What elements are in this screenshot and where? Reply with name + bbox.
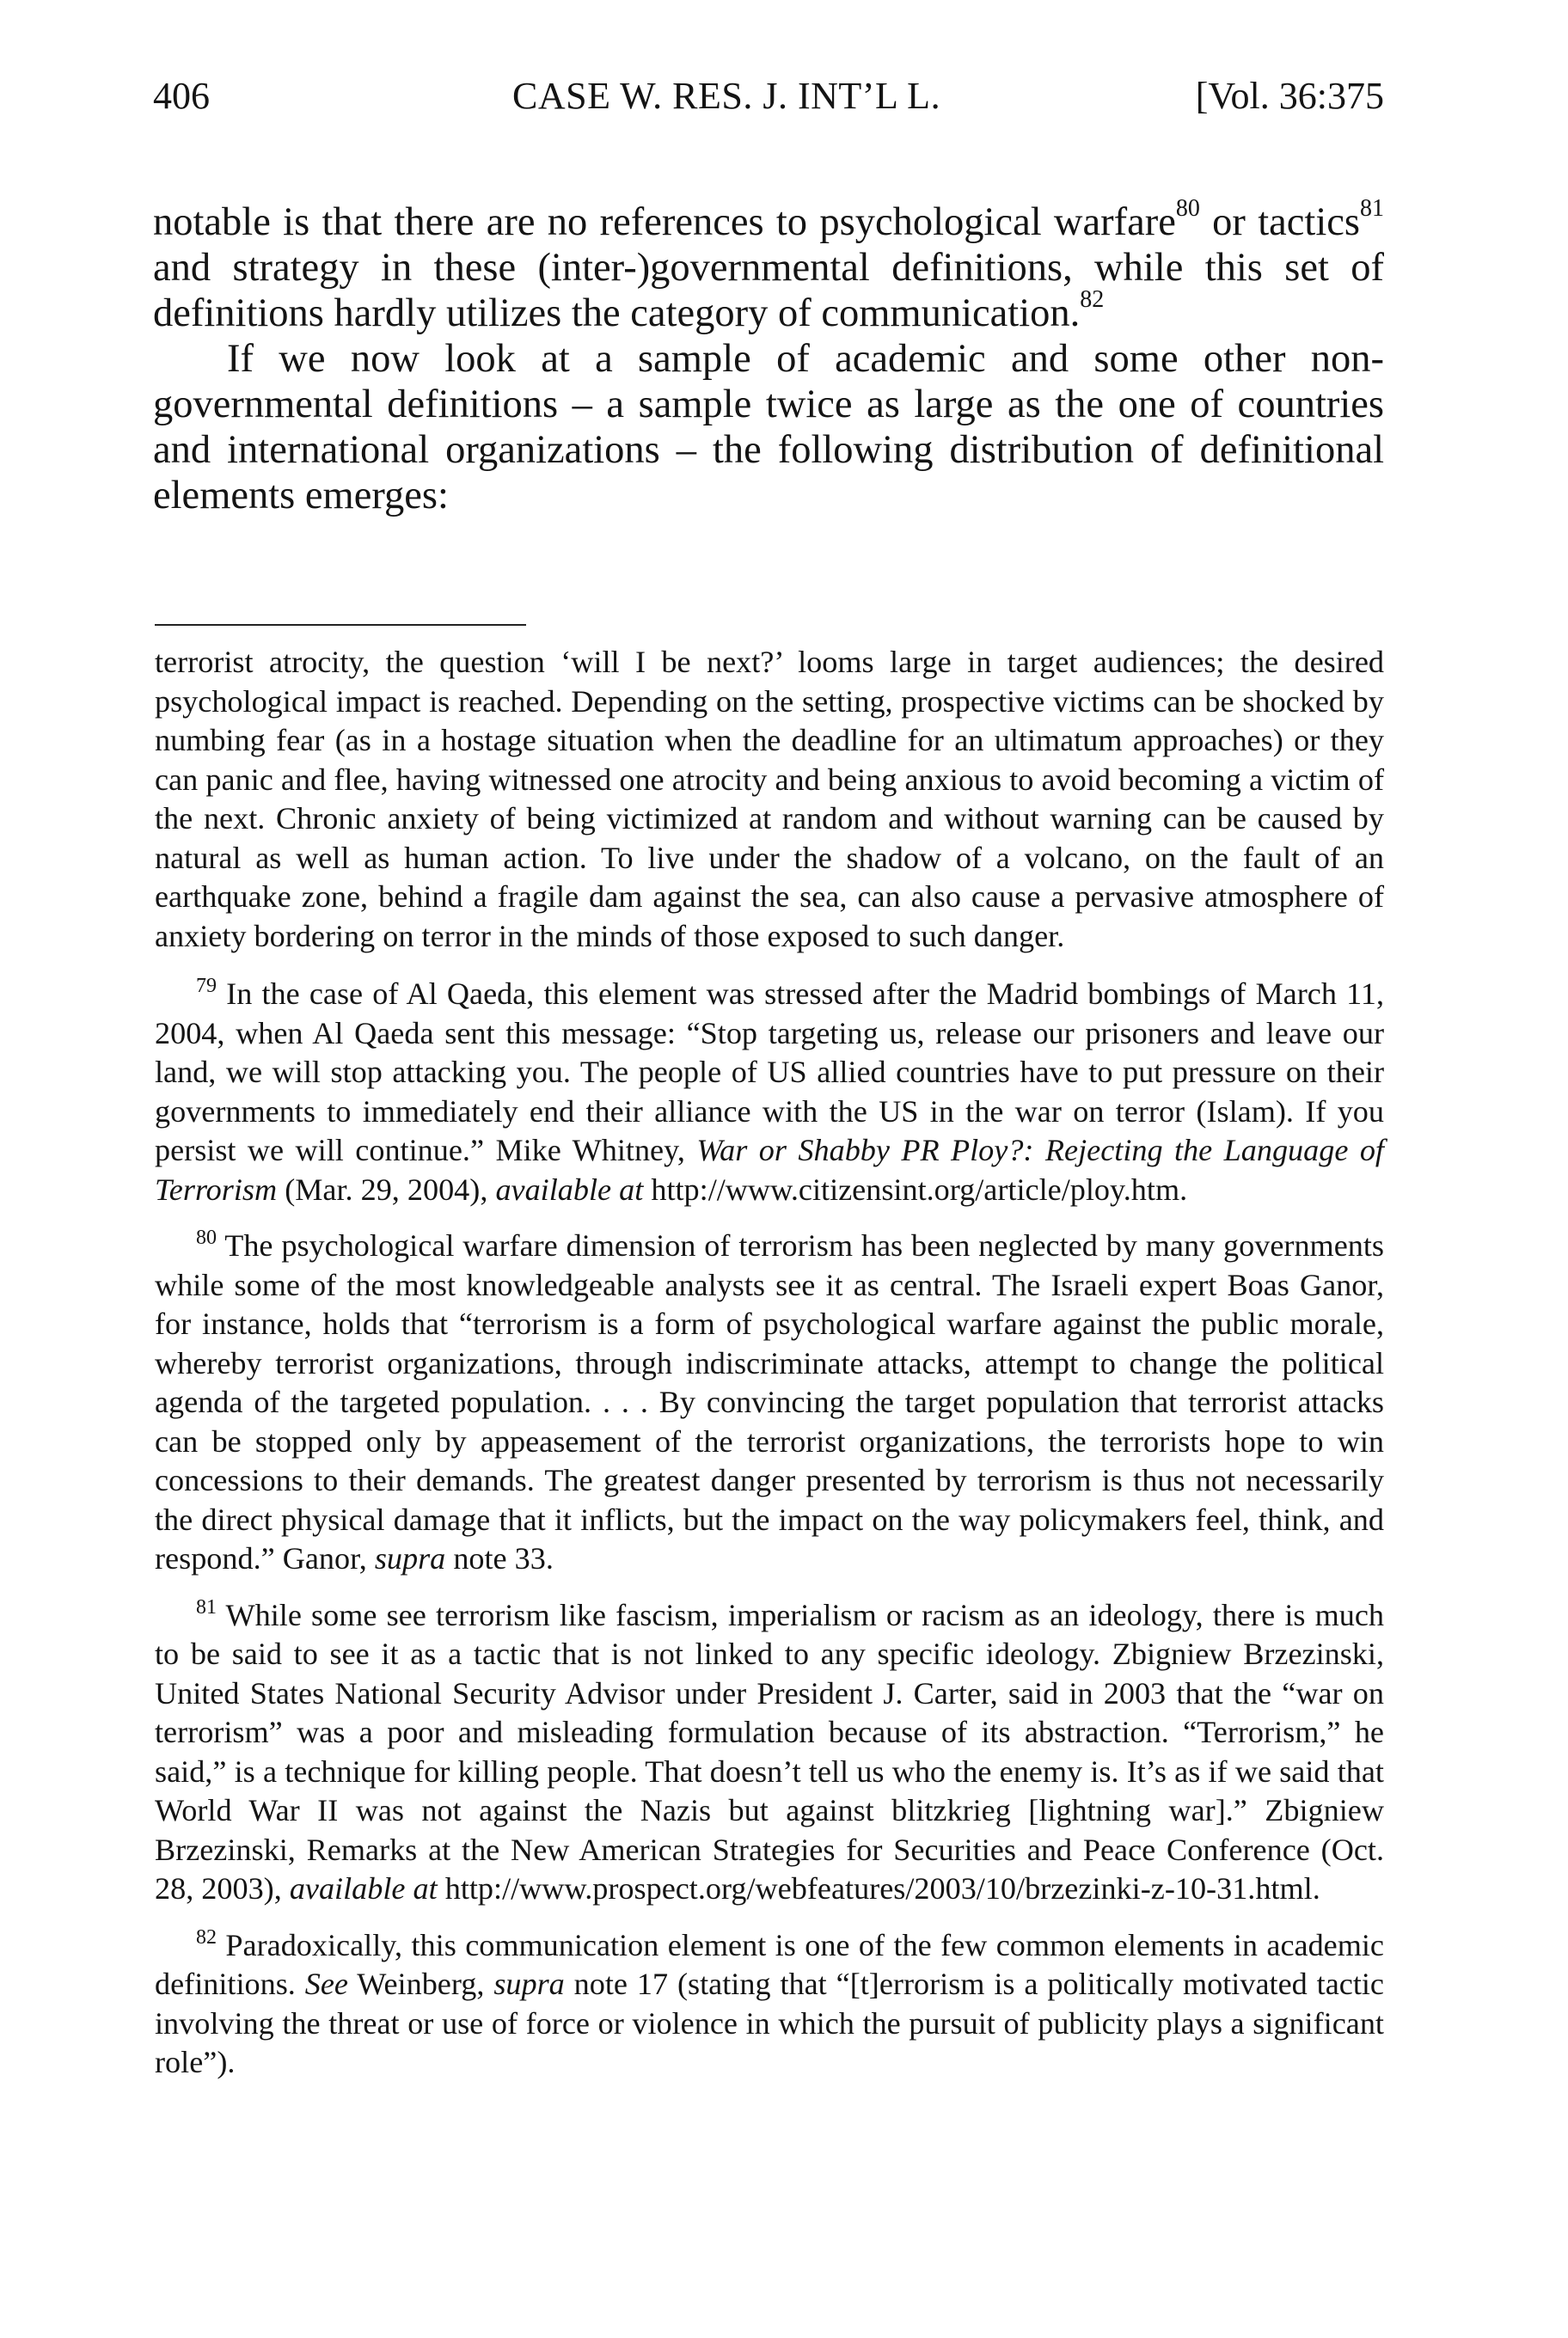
footnote-82: $^{82}$ Paradoxically, this communication element is one of the few common elements in academic definitions. See Weinberg, supra note 17 (stating that “[t]errorism is a politically motivated tactic involving the threat or use of force or violence in which the pursuit of publicity plays a significant role”). xyxy=(155,1925,1384,2079)
footnote-number: 79 xyxy=(196,975,217,997)
supra-signal: supra xyxy=(493,1967,565,2001)
available-at: available at xyxy=(495,1172,644,1207)
footnote-number: 81 xyxy=(196,1595,217,1619)
page-number: 406 xyxy=(153,75,210,117)
body-paragraph-2: If we now look at a sample of academic and some other non-governmental definitions – a sample twice as large as the one of countries and international organizations – the following distribution of definitional elements emerges: xyxy=(153,337,1384,517)
footnote-number: 82 xyxy=(196,1925,217,1949)
footnote-ref-80[interactable]: 80 xyxy=(1175,195,1200,222)
see-signal: See xyxy=(304,1967,348,2001)
supra-signal: supra xyxy=(374,1541,446,1576)
cited-title: War or Shabby PR Ploy?: Rejecting the Language of Terrorism xyxy=(155,1133,1384,1207)
journal-title: CASE W. RES. J. INT’L L. xyxy=(512,75,941,117)
running-header xyxy=(153,74,1384,125)
footnote-continuation: terrorist atrocity, the question ‘will I be next?’ looms large in target audiences; the desired psychological impact is reached. Depending on the setting, prospective victims can be shocked by numbing fear (as in a hostage situation when the deadline for an ultimatum approaches) or they can panic and flee, having witnessed one atrocity and being anxious to avoid becoming a victim of the next. Chronic anxiety of being victimized at random and without warning can be caused by natural as well as human action. To live under the shadow of a volcano, on the fault of an earthquake zone, behind a fragile dam against the sea, can also cause a pervasive atmosphere of anxiety bordering on terror in the minds of those exposed to such danger. xyxy=(155,645,1384,953)
footnote-divider xyxy=(155,624,526,626)
footnotes-section xyxy=(155,643,1384,2100)
volume-info: [Vol. 36:375 xyxy=(1195,75,1384,117)
footnote-ref-81[interactable]: 81 xyxy=(1359,195,1384,222)
footnote-81: $^{81}$ While some see terrorism like fascism, imperialism or racism as an ideology, there is much to be said to see it as a tactic that is not linked to any specific ideology. Zbigniew Brzezinski, United States National Security Advisor under President J. Carter, said in 2003 that the “war on terrorism” was a poor and misleading formulation because of its abstraction. “Terrorism,” he said,” is a technique for killing people. That doesn’t tell us who the enemy is. It’s as if we said that World War II was not against the Nazis but against blitzkrieg [lightning war].” Zbigniew Brzezinski, Remarks at the New American Strategies for Securities and Peace Conference (Oct. 28, 2003), available at http://www.prospect.org/webfeatures/2003/10/brzezinki-z-10-31.html. xyxy=(155,1595,1384,1906)
footnote-80: $^{80}$ The psychological warfare dimension of terrorism has been neglected by many governments while some of the most knowledgeable analysts see it as central. The Israeli expert Boas Ganor, for instance, holds that “terrorism is a form of psychological warfare against the public morale, whereby terrorist organizations, through indiscriminate attacks, attempt to change the political agenda of the targeted population. . . . By convincing the target population that terrorist attacks can be stopped only by appeasement of the terrorist organizations, the terrorists hope to win concessions to their demands. The greatest danger presented by terrorism is thus not necessarily the direct physical damage that it inflicts, but the impact on the way policymakers feel, think, and respond.” Ganor, supra note 33. xyxy=(155,1227,1384,1576)
citation-url: http://www.prospect.org/webfeatures/2003/10/brzezinki-z-10-31.html. xyxy=(437,1871,1320,1906)
available-at: available at xyxy=(289,1871,438,1906)
footnote-ref-82[interactable]: 82 xyxy=(1080,286,1105,313)
body-paragraph-1: notable is that there are no references to psychological warfare$^{80}$ or tactics$^{81}$ and strategy in these (inter-)governmental definitions, while this set of definitions hardly utilizes the category of communication.$^{82}$ xyxy=(153,195,1384,335)
main-text xyxy=(153,195,1384,518)
footnote-number: 80 xyxy=(196,1227,217,1249)
citation-url: http://www.citizensint.org/article/ploy.htm. xyxy=(643,1172,1188,1207)
footnote-79: $^{79}$ In the case of Al Qaeda, this element was stressed after the Madrid bombings of March 11, 2004, when Al Qaeda sent this message: “Stop targeting us, release our prisoners and leave our land, we will stop attacking you. The people of US allied countries have to put pressure on their governments to immediately end their alliance with the US in the war on terror (Islam). If you persist we will continue.” Mike Whitney, War or Shabby PR Ploy?: Rejecting the Language of Terrorism (Mar. 29, 2004), available at http://www.citizensint.org/article/ploy.htm. xyxy=(155,975,1384,1207)
